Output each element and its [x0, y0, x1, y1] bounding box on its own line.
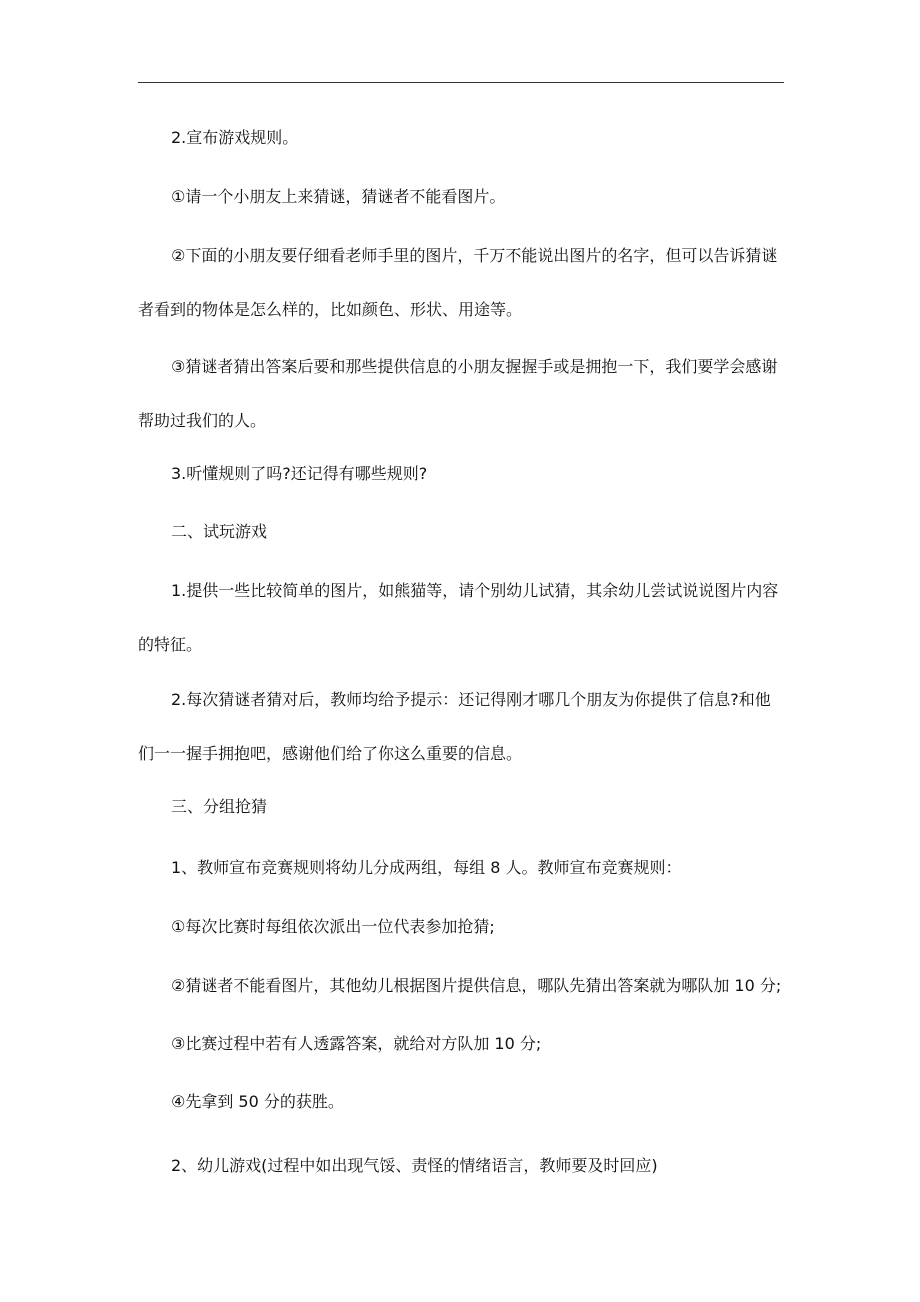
paragraph: 1.提供一些比较简单的图片，如熊猫等，请个别幼儿试猜，其余幼儿尝试说说图片内容的特征。 — [138, 581, 779, 654]
paragraph: 2.宣布游戏规则。 — [171, 128, 299, 147]
paragraph: 3.听懂规则了吗?还记得有哪些规则? — [171, 464, 428, 483]
paragraph: ④先拿到 50 分的获胜。 — [171, 1092, 344, 1111]
paragraph: ①请一个小朋友上来猜谜，猜谜者不能看图片。 — [171, 187, 506, 206]
section-heading: 二、试玩游戏 — [171, 522, 268, 541]
paragraph: ③猜谜者猜出答案后要和那些提供信息的小朋友握握手或是拥抱一下，我们要学会感谢帮助过我们的人。 — [138, 357, 778, 430]
paragraph: ①每次比赛时每组依次派出一位代表参加抢猜; — [171, 917, 495, 936]
paragraph: 1、教师宣布竞赛规则将幼儿分成两组，每组 8 人。教师宣布竞赛规则： — [171, 858, 682, 877]
paragraph: 2.每次猜谜者猜对后，教师均给予提示：还记得刚才哪几个朋友为你提供了信息?和他们一一握手拥抱吧，感谢他们给了你这么重要的信息。 — [138, 690, 771, 763]
paragraph: 2、幼儿游戏(过程中如出现气馁、责怪的情绪语言，教师要及时回应) — [171, 1156, 658, 1175]
paragraph: ②猜谜者不能看图片，其他幼儿根据图片提供信息，哪队先猜出答案就为哪队加 10 分; — [171, 976, 782, 995]
paragraph: ②下面的小朋友要仔细看老师手里的图片，千万不能说出图片的名字，但可以告诉猜谜者看到的物体是怎么样的，比如颜色、形状、用途等。 — [138, 246, 778, 319]
paragraph: ③比赛过程中若有人透露答案，就给对方队加 10 分; — [171, 1034, 542, 1053]
header-rule — [138, 82, 784, 83]
section-heading: 三、分组抢猜 — [171, 797, 268, 816]
